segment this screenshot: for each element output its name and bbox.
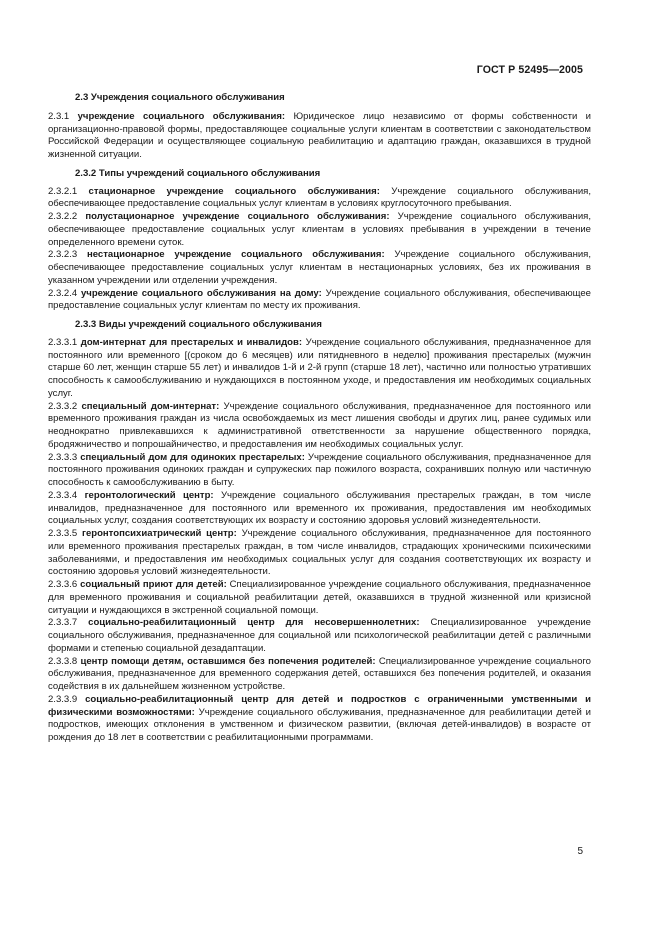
entry-term: дом-интернат для престарелых и инвалидов: bbox=[80, 336, 303, 348]
entry-2-3-2-3 bbox=[48, 249, 591, 287]
entry-text: Учреждение социального обслуживания, предназначенное для постоянного или временного проживания граждан из числа освобождаемых из мест лишения свободы и других лиц, ранее судимых или неоднократно привлекавшихся к административной ответственности за нарушение общественного порядка, бродяжничество и попрошайничество, и предоставления им необходимых социальных услуг. bbox=[48, 400, 591, 450]
entry-number: 2.3.2.4 bbox=[48, 287, 78, 299]
entry-term: центр помощи детям, оставшимся без попечения родителей: bbox=[80, 655, 376, 667]
entry-2-3-3-6 bbox=[48, 579, 591, 617]
entry-number: 2.3.3.7 bbox=[48, 617, 78, 629]
entry-text: Учреждение социального обслуживания, обеспечивающее предоставление социальных услуг клиентам в условиях пребывания в учреждении в течение определенного времени суток. bbox=[48, 211, 591, 248]
entry-number: 2.3.3.9 bbox=[48, 693, 78, 705]
entry-term: социально-реабилитационный центр для несовершеннолетних: bbox=[88, 617, 420, 629]
page-number: 5 bbox=[577, 846, 583, 857]
entry-text: Учреждение социального обслуживания, предназначенное для постоянного или временного [(сроком до 6 месяцев) или пятидневного в неделю] проживания престарелых (мужчин старше 60 лет, женщин старше 55 лет) и инвалидов 1-й и 2-й групп (старше 18 лет), частично или полностью утративших способность к самообслуживанию и нуждающихся в постоянном уходе, и предоставления им необходимых социальных услуг. bbox=[48, 336, 592, 399]
entry-number: 2.3.1 bbox=[48, 110, 70, 122]
entry-text: Учреждение социального обслуживания, предназначенное для реабилитации детей и подростков, имеющих отклонения в умственном и физическом развитии, (включая детей-инвалидов) в возрасте от рождения до 18 лет в соответствии с реабилитационными программами. bbox=[48, 706, 591, 743]
entry-2-3-3-9 bbox=[48, 694, 591, 745]
entry-term: учреждение социального обслуживания на дому: bbox=[80, 287, 322, 299]
section-heading-2-3: 2.3 Учреждения социального обслуживания bbox=[75, 92, 285, 103]
entry-2-3-3-2 bbox=[48, 401, 591, 452]
entry-text: Учреждение социального обслуживания, предназначенное для постоянного проживания одиноких граждан и супружеских пар пожилого возраста, сохранивших полную или частичную способность к самообслуживанию в быту. bbox=[48, 451, 591, 488]
entry-2-3-3-4 bbox=[48, 490, 591, 528]
entry-number: 2.3.3.8 bbox=[48, 655, 78, 667]
entry-text: Учреждение социального обслуживания, обеспечивающее предоставление социальных услуг клиентам в условиях круглосуточного пребывания. bbox=[48, 185, 592, 210]
entry-number: 2.3.3.2 bbox=[48, 400, 78, 412]
entry-number: 2.3.3.6 bbox=[48, 579, 78, 590]
entry-2-3-2-1 bbox=[48, 186, 591, 212]
entry-term: полустационарное учреждение социального обслуживания: bbox=[85, 211, 390, 222]
entry-number: 2.3.2.2 bbox=[48, 211, 78, 222]
entry-term: геронтопсихиатрический центр: bbox=[81, 528, 237, 539]
entry-text: Юридическое лицо независимо от формы собственности и организационно-правовой формы, предоставляющее социальные услуги клиентам в соответствии с законодательством Российской Федерации и осуществляющее социальную реабилитацию и адаптацию граждан, оказавшихся в трудной жизненной ситуации. bbox=[48, 110, 591, 160]
entry-term: геронтологический центр: bbox=[84, 489, 214, 501]
entry-number: 2.3.3.1 bbox=[48, 336, 78, 348]
entry-text: Учреждение социального обслуживания, предназначенное для постоянного или временного проживания престарелых граждан, в том числе инвалидов, страдающих хроническими психическими заболеваниями, и предоставления им необходимых социальных услуг для создания соответствующих их возрасту и состоянию здоровья условий жизнедеятельности. bbox=[48, 528, 592, 578]
entry-term: нестационарное учреждение социального обслуживания: bbox=[86, 249, 385, 261]
entry-2-3-2-2 bbox=[48, 211, 591, 249]
entry-2-3-3-1 bbox=[48, 337, 591, 401]
standard-code: ГОСТ Р 52495—2005 bbox=[476, 64, 583, 76]
entry-2-3-3-5 bbox=[48, 528, 591, 579]
section-heading-2-3-3: 2.3.3 Виды учреждений социального обслуживания bbox=[75, 319, 322, 330]
entry-text: Специализированное учреждение социального обслуживания, предназначенное для социальной или психологической реабилитации детей с различными формами и степенью социальной дезадаптации. bbox=[48, 617, 591, 654]
entry-number: 2.3.3.5 bbox=[48, 528, 78, 539]
entry-term: социально-реабилитационный центр для детей и подростков с ограниченными умственными и физическими возможностями: bbox=[48, 693, 592, 718]
entry-term: учреждение социального обслуживания: bbox=[77, 110, 286, 122]
entry-number: 2.3.3.3 bbox=[48, 451, 78, 463]
entry-text: Учреждение социального обслуживания, обеспечивающее предоставление социальных услуг клиентам по месту их проживания. bbox=[48, 287, 591, 312]
entry-number: 2.3.2.3 bbox=[48, 249, 78, 261]
entry-text: Учреждение социального обслуживания престарелых граждан, в том числе инвалидов, предназначенное для постоянного или временного их проживания, предоставления им необходимых социальных услуг, создания соответствующих их возрасту и состоянию здоровья условий жизнедеятельности. bbox=[48, 489, 592, 527]
entry-text: Учреждение социального обслуживания, обеспечивающее предоставление социальных услуг клиентам в нестационарных условиях, без их проживания в указанном учреждении или отделении учреждения. bbox=[48, 249, 591, 286]
entry-2-3-3-7 bbox=[48, 617, 591, 655]
entry-2-3-3-8 bbox=[48, 656, 591, 694]
entry-term: специальный дом-интернат: bbox=[81, 400, 220, 412]
entry-term: специальный дом для одиноких престарелых: bbox=[80, 451, 305, 463]
entry-term: стационарное учреждение социального обслуживания: bbox=[88, 185, 380, 197]
entry-term: социальный приют для детей: bbox=[80, 579, 227, 590]
entry-2-3-1 bbox=[48, 111, 591, 162]
document-body bbox=[48, 92, 591, 745]
entry-number: 2.3.2.1 bbox=[48, 185, 78, 197]
entry-text: Специализированное учреждение социального обслуживания, предназначенное для временного проживания и социальной реабилитации детей, оказавшихся в трудной жизненной или кризисной ситуации и нуждающихся в экстренной социальной помощи. bbox=[48, 579, 591, 616]
entry-text: Специализированное учреждение социального обслуживания, предназначенное для временного содержания детей, оставшихся без попечения родителей, и оказания содействия в их дальнейшем жизненном устройстве. bbox=[48, 655, 591, 692]
entry-2-3-2-4 bbox=[48, 288, 591, 314]
entry-number: 2.3.3.4 bbox=[48, 489, 78, 501]
entry-2-3-3-3 bbox=[48, 452, 591, 490]
section-heading-2-3-2: 2.3.2 Типы учреждений социального обслуживания bbox=[75, 167, 321, 179]
